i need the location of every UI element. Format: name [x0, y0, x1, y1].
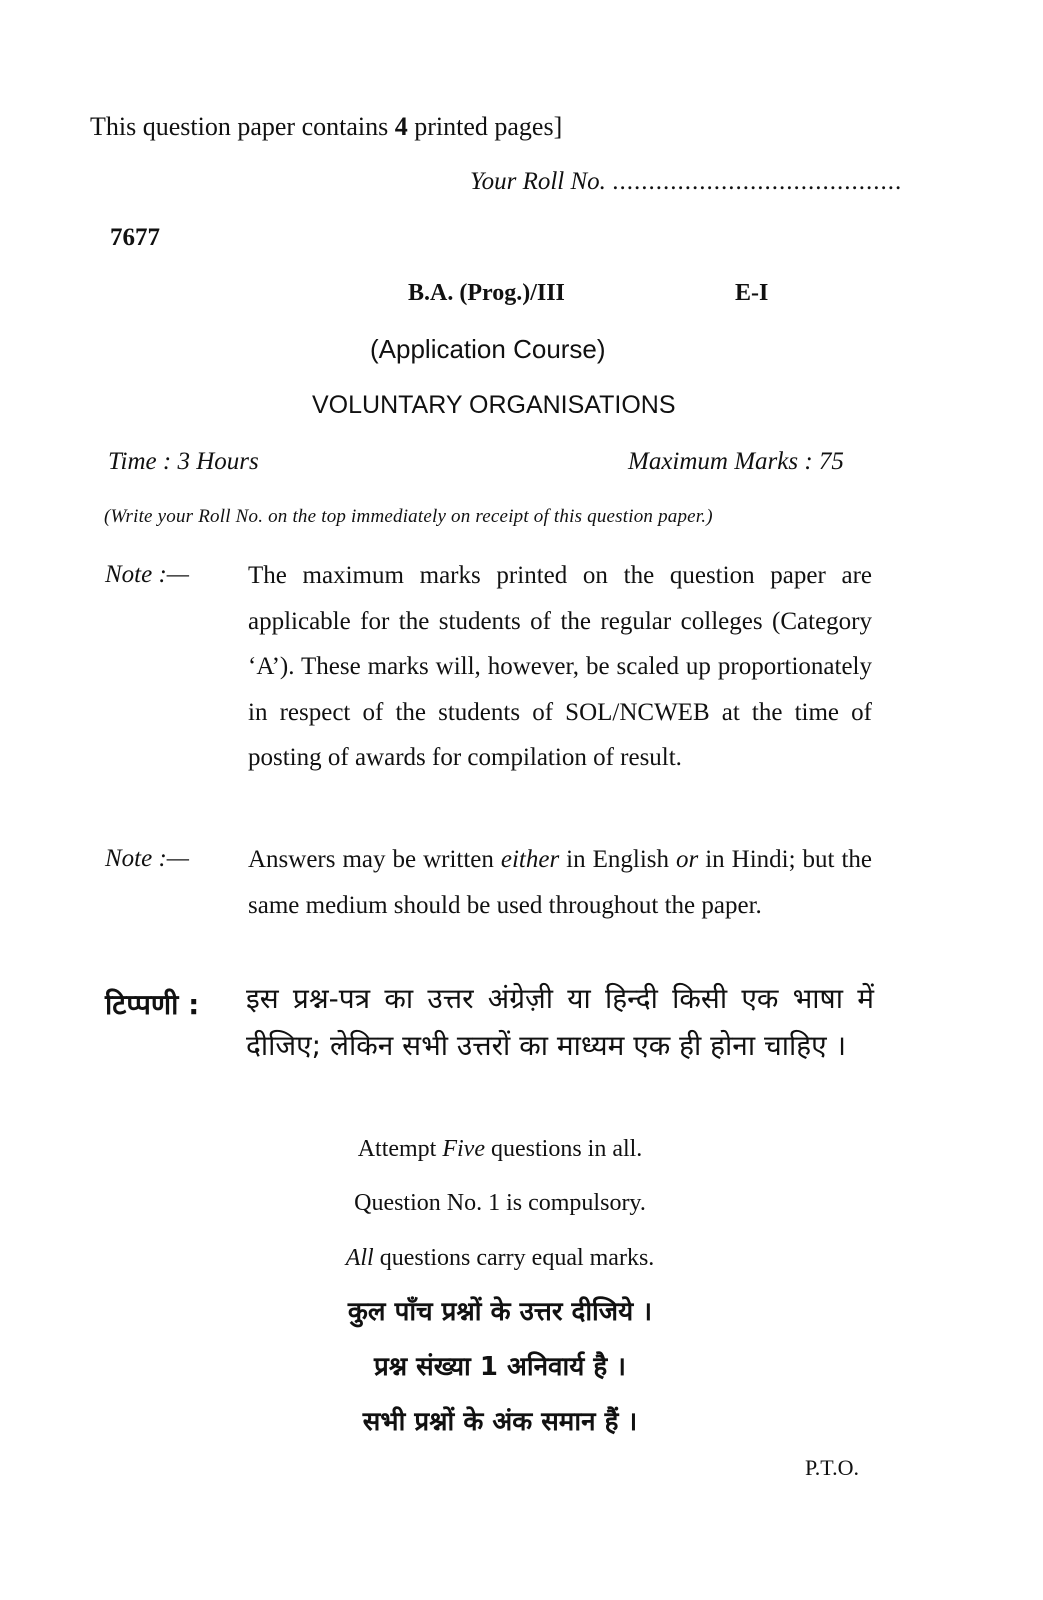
- equal-marks-instruction: [0, 1245, 1000, 1272]
- attempt-instruction: [0, 1136, 1000, 1163]
- note-1-label: Note :—: [105, 561, 190, 588]
- note-2-either: either: [500, 846, 560, 873]
- program-name: B.A. (Prog.)/III: [408, 280, 565, 306]
- roll-number-line: [470, 168, 902, 196]
- hindi-equal-marks-instruction: सभी प्रश्नों के अंक समान हैं ।: [362, 1407, 638, 1437]
- time-allowed: Time : 3 Hours: [108, 448, 259, 475]
- hindi-attempt-instruction: कुल पाँच प्रश्नों के उत्तर दीजिये ।: [347, 1297, 653, 1327]
- equal-marks-all: All: [345, 1245, 374, 1271]
- paper-code: 7677: [110, 224, 160, 251]
- page-count-note: [90, 112, 562, 142]
- compulsory-instruction: Question No. 1 is compulsory.: [354, 1190, 646, 1216]
- note-2-label: Note :—: [105, 845, 190, 872]
- roll-number-instruction: (Write your Roll No. on the top immediately on receipt of this question paper.): [104, 506, 713, 527]
- please-turn-over: P.T.O.: [805, 1455, 859, 1480]
- note-2-part-a: Answers may be written: [248, 846, 501, 873]
- hindi-note-text: इस प्रश्न-पत्र का उत्तर अंग्रेज़ी या हिन्दी किसी एक भाषा में दीजिए; लेकिन सभी उत्तरों का माध्यम एक ही होना चाहिए ।: [246, 982, 874, 1062]
- hindi-compulsory-instruction: प्रश्न संख्या 1 अनिवार्य है ।: [373, 1352, 627, 1382]
- equal-marks-rest: questions carry equal marks.: [373, 1245, 655, 1271]
- attempt-suffix: questions in all.: [484, 1136, 643, 1162]
- roll-number-blank: ........................................: [612, 168, 903, 195]
- maximum-marks: Maximum Marks : 75: [628, 448, 844, 475]
- attempt-prefix: Attempt: [357, 1136, 443, 1162]
- subject-title: VOLUNTARY ORGANISATIONS: [312, 391, 676, 419]
- roll-number-label: Your Roll No.: [470, 168, 613, 195]
- page-count-number: 4: [394, 112, 408, 141]
- page-count-prefix: This question paper contains: [90, 112, 395, 141]
- set-code: E-I: [735, 280, 769, 306]
- page-count-suffix: printed pages]: [407, 112, 563, 141]
- attempt-count: Five: [442, 1136, 485, 1162]
- course-type: (Application Course): [370, 334, 606, 364]
- hindi-note-label: टिप्पणी :: [105, 988, 200, 1021]
- note-2-text: [248, 837, 872, 928]
- note-2-part-e: in Hindi; but the same medium should be used throughout the paper.: [248, 846, 872, 919]
- note-2-part-c: in English: [559, 846, 676, 873]
- note-1-text: The maximum marks printed on the question paper are applicable for the students of the regular colleges (Category ‘A’). These marks will, however, be scaled up proportionately in respect of the students of SOL/NCWEB at the time of posting of awards for compilation of result.: [248, 562, 872, 771]
- note-2-or: or: [676, 846, 699, 873]
